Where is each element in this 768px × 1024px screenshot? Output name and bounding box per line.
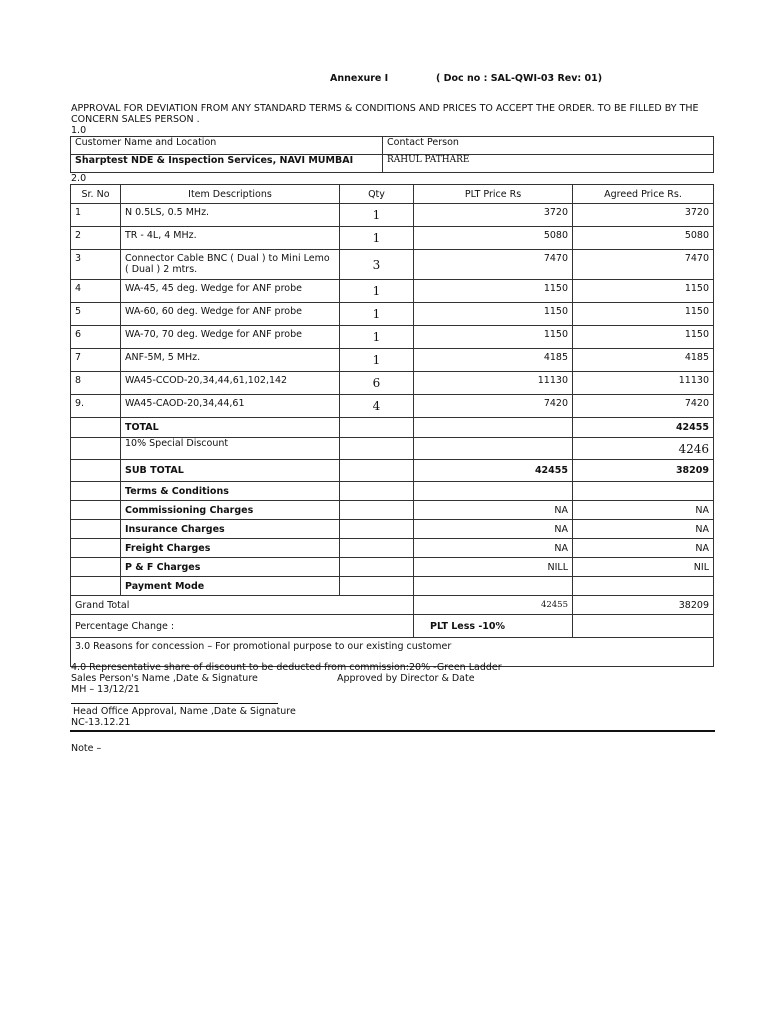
item-plt-price: 3720 [414, 204, 573, 227]
commissioning-agreed: NA [573, 501, 714, 520]
item-description-line: WA45-CAOD-20,34,44,61 [125, 398, 245, 409]
header-item-descriptions: Item Descriptions [121, 185, 340, 204]
freight-row [71, 539, 714, 558]
item-description [121, 303, 340, 326]
header-agreed-price: Agreed Price Rs. [573, 185, 714, 204]
subtotal-row [71, 460, 714, 482]
payment-label: Payment Mode [121, 577, 340, 596]
total-agreed: 42455 [573, 418, 714, 438]
item-agreed-price: 5080 [573, 227, 714, 250]
commissioning-plt: NA [414, 501, 573, 520]
section-1-number: 1.0 [71, 125, 87, 136]
item-row [71, 326, 714, 349]
item-row [71, 227, 714, 250]
item-row [71, 349, 714, 372]
item-row [71, 204, 714, 227]
item-description [121, 326, 340, 349]
reasons-text: 3.0 Reasons for concession – For promotional purpose to our existing customer [71, 638, 714, 667]
contact-person-value: RAHUL PATHARE [383, 155, 714, 173]
customer-name-value: Sharptest NDE & Inspection Services, NAVI MUMBAI [71, 155, 383, 173]
item-agreed-price: 7420 [573, 395, 714, 418]
intro-line-2: CONCERN SALES PERSON . [71, 114, 200, 125]
sales-person-signature: MH – 13/12/21 [71, 684, 140, 695]
header-qty: Qty [340, 185, 414, 204]
item-description [121, 280, 340, 303]
item-sr-no: 9. [71, 395, 121, 418]
item-agreed-price: 1150 [573, 326, 714, 349]
annexure-title: Annexure I [330, 73, 389, 84]
customer-name-label: Customer Name and Location [71, 137, 383, 155]
pf-plt: NILL [414, 558, 573, 577]
item-row [71, 280, 714, 303]
item-qty: 1 [340, 326, 414, 349]
item-sr-no: 2 [71, 227, 121, 250]
intro-line-1: APPROVAL FOR DEVIATION FROM ANY STANDARD TERMS & CONDITIONS AND PRICES TO ACCEPT THE ORDER. TO BE FILLED BY THE [71, 103, 699, 114]
item-agreed-price: 1150 [573, 280, 714, 303]
items-header-row [71, 185, 714, 204]
item-agreed-price: 4185 [573, 349, 714, 372]
item-agreed-price: 11130 [573, 372, 714, 395]
pf-label: P & F Charges [121, 558, 340, 577]
percentage-change-value: PLT Less -10% [414, 615, 573, 638]
item-plt-price: 7420 [414, 395, 573, 418]
item-plt-price: 1150 [414, 303, 573, 326]
insurance-plt: NA [414, 520, 573, 539]
signature-line [71, 703, 278, 704]
subtotal-label: SUB TOTAL [121, 460, 340, 482]
commissioning-label: Commissioning Charges [121, 501, 340, 520]
item-description-line: TR - 4L, 4 MHz. [125, 230, 197, 241]
item-row [71, 303, 714, 326]
doc-number: ( Doc no : SAL-QWI-03 Rev: 01) [436, 73, 603, 84]
sales-person-label: Sales Person's Name ,Date & Signature [71, 673, 258, 684]
discount-agreed: 4246 [573, 438, 714, 460]
note-label: Note – [71, 743, 102, 754]
item-description-line: WA-70, 70 deg. Wedge for ANF probe [125, 329, 302, 340]
item-qty: 6 [340, 372, 414, 395]
item-description-line: ANF-5M, 5 MHz. [125, 352, 201, 363]
freight-agreed: NA [573, 539, 714, 558]
total-row [71, 418, 714, 438]
pf-agreed: NIL [573, 558, 714, 577]
payment-row [71, 577, 714, 596]
item-sr-no: 7 [71, 349, 121, 372]
footer-divider [70, 730, 715, 732]
terms-label: Terms & Conditions [121, 482, 340, 501]
item-row [71, 372, 714, 395]
item-sr-no: 1 [71, 204, 121, 227]
item-qty: 3 [340, 250, 414, 280]
item-description [121, 250, 340, 280]
discount-label: 10% Special Discount [121, 438, 340, 460]
item-description-line: Connector Cable BNC ( Dual ) to Mini Lemo [125, 253, 330, 264]
item-qty: 4 [340, 395, 414, 418]
item-description-line: WA-60, 60 deg. Wedge for ANF probe [125, 306, 302, 317]
item-plt-price: 1150 [414, 326, 573, 349]
section-2-number: 2.0 [71, 173, 87, 184]
insurance-row [71, 520, 714, 539]
item-agreed-price: 3720 [573, 204, 714, 227]
grand-total-label: Grand Total [71, 596, 414, 615]
approved-by-label: Approved by Director & Date [337, 673, 475, 684]
head-office-label: Head Office Approval, Name ,Date & Signature [73, 706, 296, 717]
item-sr-no: 3 [71, 250, 121, 280]
item-plt-price: 1150 [414, 280, 573, 303]
item-qty: 1 [340, 280, 414, 303]
contact-person-label: Contact Person [383, 137, 714, 155]
item-description-line: WA45-CCOD-20,34,44,61,102,142 [125, 375, 288, 386]
item-qty: 1 [340, 349, 414, 372]
item-description-line: N 0.5LS, 0.5 MHz. [125, 207, 210, 218]
percentage-change-label: Percentage Change : [71, 615, 414, 638]
item-sr-no: 8 [71, 372, 121, 395]
item-description [121, 349, 340, 372]
item-sr-no: 4 [71, 280, 121, 303]
item-plt-price: 5080 [414, 227, 573, 250]
item-row [71, 250, 714, 280]
item-agreed-price: 7470 [573, 250, 714, 280]
item-description [121, 395, 340, 418]
items-table [70, 184, 714, 667]
grand-total-row [71, 596, 714, 615]
item-qty: 1 [340, 227, 414, 250]
subtotal-plt: 42455 [414, 460, 573, 482]
freight-label: Freight Charges [121, 539, 340, 558]
terms-row [71, 482, 714, 501]
commissioning-row [71, 501, 714, 520]
percentage-change-row [71, 615, 714, 638]
item-qty: 1 [340, 303, 414, 326]
representative-share: 4.0 Representative share of discount to be deducted from commission:20% -Green Ladder [71, 662, 502, 673]
item-description [121, 204, 340, 227]
item-agreed-price: 1150 [573, 303, 714, 326]
item-description-line-2: ( Dual ) 2 mtrs. [125, 264, 198, 275]
insurance-label: Insurance Charges [121, 520, 340, 539]
customer-table [70, 136, 714, 173]
item-plt-price: 11130 [414, 372, 573, 395]
item-plt-price: 7470 [414, 250, 573, 280]
total-label: TOTAL [121, 418, 340, 438]
freight-plt: NA [414, 539, 573, 558]
item-description-line: WA-45, 45 deg. Wedge for ANF probe [125, 283, 302, 294]
item-plt-price: 4185 [414, 349, 573, 372]
header-plt-price: PLT Price Rs [414, 185, 573, 204]
item-description [121, 227, 340, 250]
discount-row [71, 438, 714, 460]
item-row [71, 395, 714, 418]
item-description [121, 372, 340, 395]
item-sr-no: 6 [71, 326, 121, 349]
subtotal-agreed: 38209 [573, 460, 714, 482]
head-office-signature: NC-13.12.21 [71, 717, 131, 728]
pf-row [71, 558, 714, 577]
header-sr-no: Sr. No [71, 185, 121, 204]
item-qty: 1 [340, 204, 414, 227]
grand-total-plt: 42455 [414, 596, 573, 615]
grand-total-agreed: 38209 [573, 596, 714, 615]
item-sr-no: 5 [71, 303, 121, 326]
insurance-agreed: NA [573, 520, 714, 539]
